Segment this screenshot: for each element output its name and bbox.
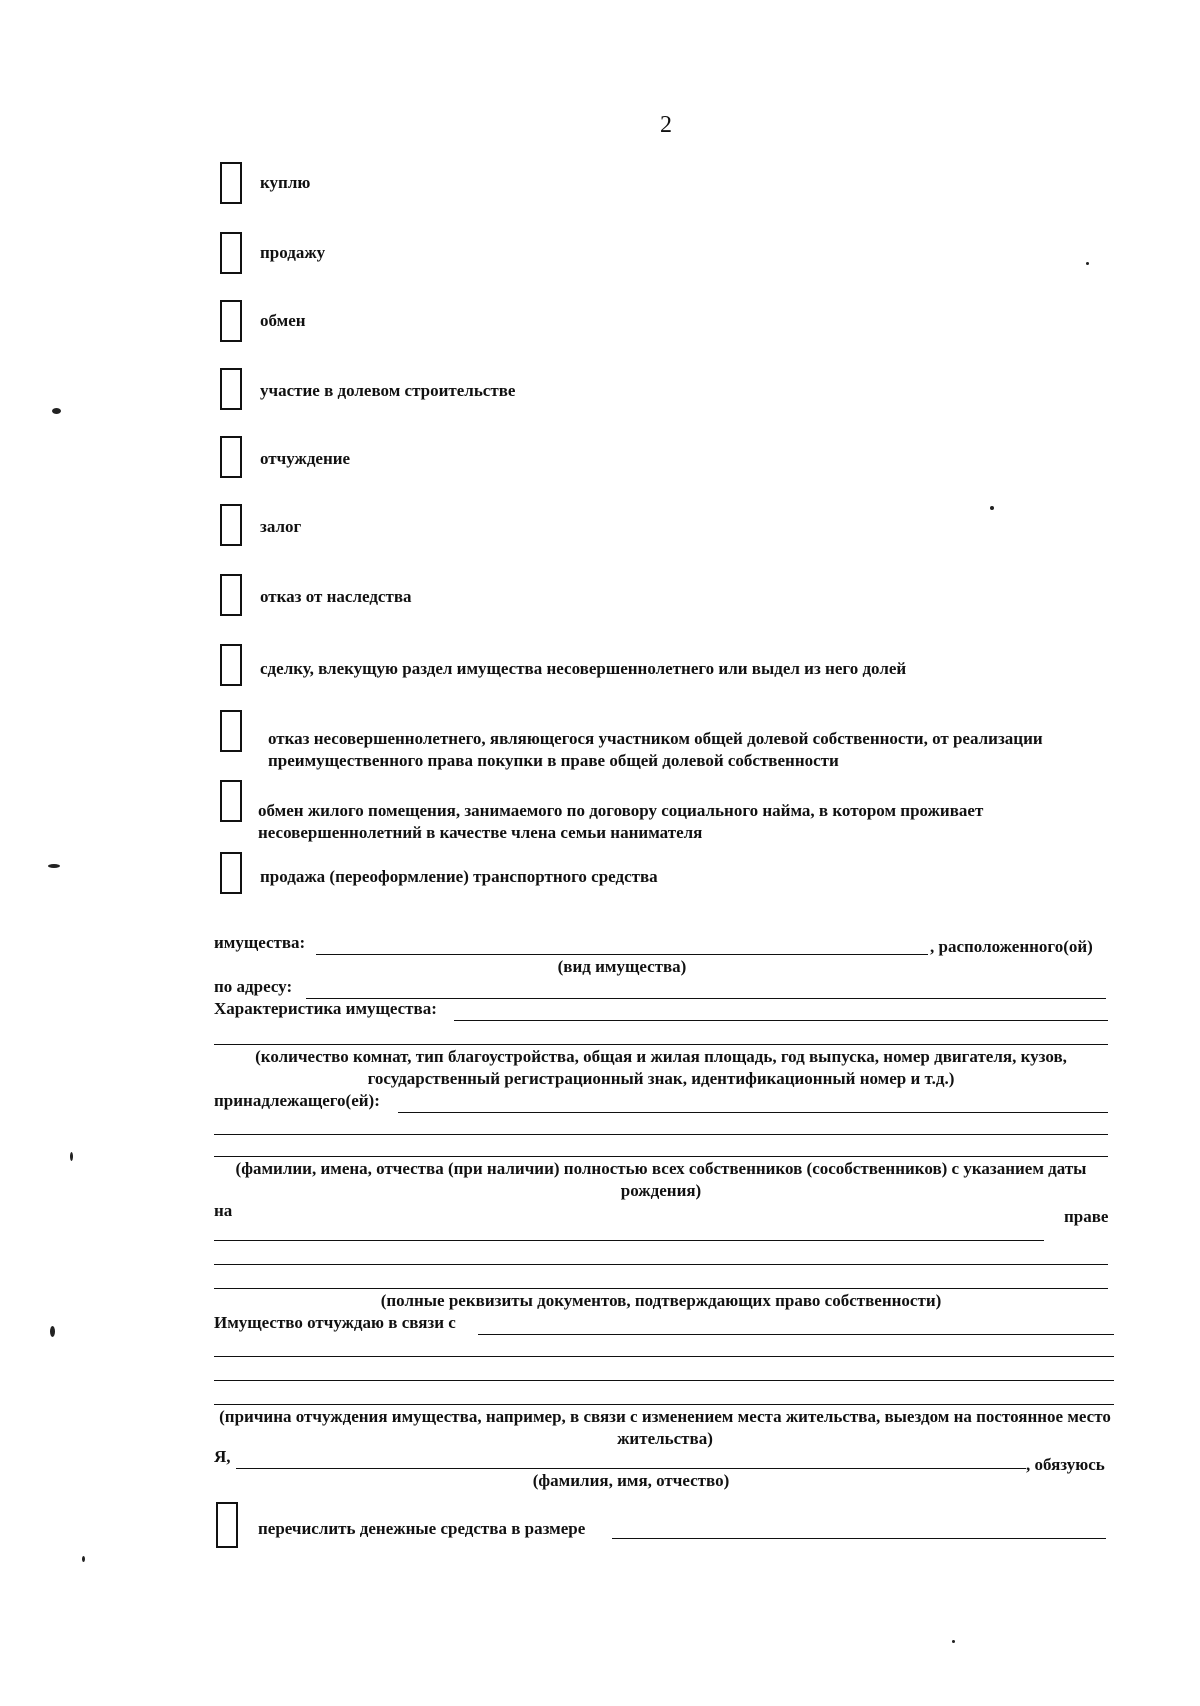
belonging-label: принадлежащего(ей):: [214, 1091, 380, 1110]
checkbox[interactable]: [220, 504, 242, 546]
documents-caption: (полные реквизиты документов, подтверждающих право собственности): [380, 1291, 942, 1310]
property-type-caption: (вид имущества): [557, 957, 687, 976]
reason-field-2[interactable]: [214, 1356, 1114, 1357]
checkbox[interactable]: [216, 1502, 238, 1548]
scan-speck: [82, 1556, 85, 1562]
reason-field-4[interactable]: [214, 1404, 1114, 1405]
reason-field-3[interactable]: [214, 1380, 1114, 1381]
option-label: участие в долевом строительстве: [260, 381, 516, 400]
reason-label: Имущество отчуждаю в связи с: [214, 1313, 456, 1332]
right-field-2[interactable]: [214, 1264, 1108, 1265]
transfer-label: перечислить денежные средства в размере: [258, 1519, 586, 1538]
scan-speck: [952, 1640, 955, 1643]
checkbox[interactable]: [220, 574, 242, 616]
right-field-1[interactable]: [214, 1240, 1044, 1241]
owners-field-2[interactable]: [214, 1134, 1108, 1135]
owners-field-1[interactable]: [398, 1112, 1108, 1113]
checkbox[interactable]: [220, 232, 242, 274]
option-label: обмен жилого помещения, занимаемого по договору социального найма, в котором проживает несовершеннолетний в качестве члена семьи нанимателя: [258, 801, 984, 842]
characteristics-caption: (количество комнат, тип благоустройства, общая и жилая площадь, год выпуска, номер двигателя, кузов, государственный регистрационный знак, идентификационный номер и т.д.): [255, 1047, 1067, 1088]
page-number: 2: [660, 112, 672, 138]
fio-field[interactable]: [236, 1468, 1026, 1469]
option-label: отказ несовершеннолетнего, являющегося участником общей долевой собственности, от реализации преимущественного права покупки в праве общей долевой собственности: [268, 729, 1043, 770]
checkbox[interactable]: [220, 368, 242, 410]
option-label: продажа (переоформление) транспортного средства: [260, 867, 658, 886]
checkbox[interactable]: [220, 162, 242, 204]
characteristics-field-1[interactable]: [454, 1020, 1108, 1021]
reason-field-1[interactable]: [478, 1334, 1114, 1335]
scan-speck: [70, 1152, 73, 1161]
property-label: имущества:: [214, 933, 306, 952]
right-prefix: на: [214, 1201, 233, 1220]
option-label: сделку, влекущую раздел имущества несовершеннолетнего или выдел из него долей: [260, 659, 907, 678]
right-field-3[interactable]: [214, 1288, 1108, 1289]
i-label: Я,: [214, 1447, 231, 1466]
option-label: отчуждение: [260, 449, 351, 468]
scan-speck: [1086, 262, 1089, 265]
scan-speck: [48, 864, 60, 868]
checkbox[interactable]: [220, 644, 242, 686]
scan-speck: [50, 1326, 55, 1337]
checkbox[interactable]: [220, 852, 242, 894]
address-label: по адресу:: [214, 977, 293, 996]
reason-caption: (причина отчуждения имущества, например, в связи с изменением места жительства, выездом на постоянное место жительства): [219, 1407, 1111, 1448]
characteristics-field-2[interactable]: [214, 1044, 1108, 1045]
option-label: куплю: [260, 173, 311, 192]
oblige-label: , обязуюсь: [1026, 1455, 1105, 1474]
option-label: обмен: [260, 311, 306, 330]
checkbox[interactable]: [220, 300, 242, 342]
checkbox[interactable]: [220, 780, 242, 822]
owners-field-3[interactable]: [214, 1156, 1108, 1157]
checkbox[interactable]: [220, 710, 242, 752]
scan-speck: [52, 408, 61, 414]
fio-caption: (фамилия, имя, отчество): [532, 1471, 730, 1490]
owners-caption: (фамилии, имена, отчества (при наличии) полностью всех собственников (сособственников) с указанием даты рождения): [235, 1159, 1087, 1200]
option-label: отказ от наследства: [260, 587, 412, 606]
option-label: залог: [260, 517, 302, 536]
checkbox[interactable]: [220, 436, 242, 478]
right-suffix: праве: [1064, 1207, 1109, 1226]
option-label: продажу: [260, 243, 326, 262]
property-type-field[interactable]: [316, 954, 928, 955]
amount-field[interactable]: [612, 1538, 1106, 1539]
characteristics-label: Характеристика имущества:: [214, 999, 437, 1018]
scan-speck: [990, 506, 994, 510]
property-suffix: , расположенного(ой): [930, 937, 1093, 956]
